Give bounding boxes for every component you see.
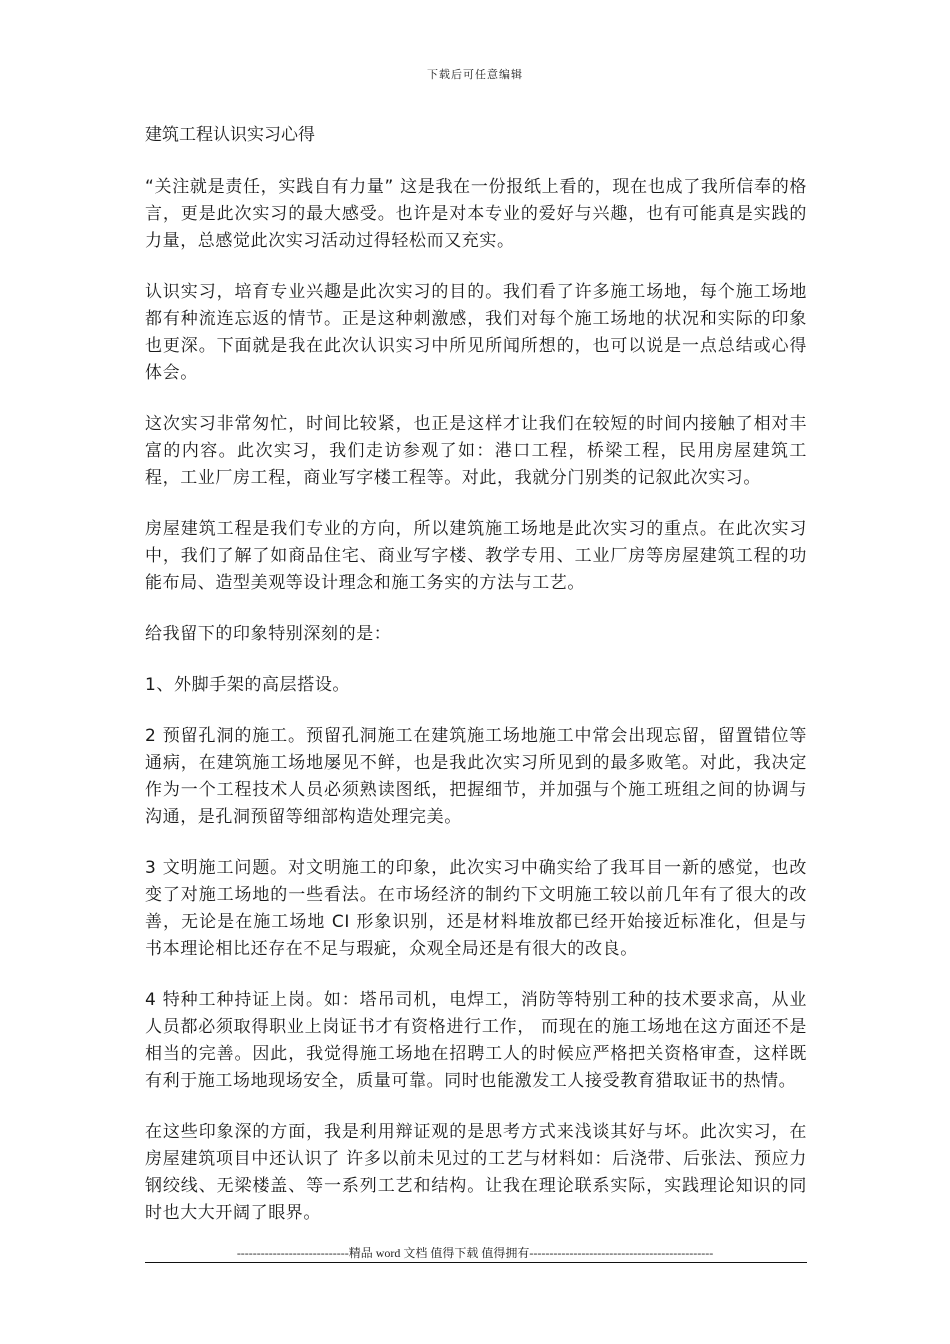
- paragraph-item-4: 4 特种工种持证上岗。如：塔吊司机，电焊工，消防等特别工种的技术要求高，从业人员都必须取得职业上岗证书才有资格进行工作， 而现在的施工场地在这方面还不是相当的完善。因此，我觉得施工场地在招聘工人的时候应严格把关资格审查，这样既有利于施工场地现场安全，质量可靠。同时也能激发工人接受教育猎取证书的热情。: [145, 990, 807, 1091]
- page-footer: ----------------------------精品 word 文档 值得下载 值得拥有----------------------------------------------: [236, 1246, 714, 1260]
- paragraph-itinerary: 这次实习非常匆忙，时间比较紧，也正是这样才让我们在较短的时间内接触了相对丰富的内容。此次实习，我们走访参观了如：港口工程，桥梁工程，民用房屋建筑工程，工业厂房工程，商业写字楼工程等。对此，我就分门别类的记叙此次实习。: [145, 414, 807, 488]
- paragraph-building-focus: 房屋建筑工程是我们专业的方向，所以建筑施工场地是此次实习的重点。在此次实习中，我们了解了如商品住宅、商业写字楼、教学专用、工业厂房等房屋建筑工程的功能布局、造型美观等设计理念和施工务实的方法与工艺。: [145, 519, 807, 593]
- paragraph-item-2: 2 预留孔洞的施工。预留孔洞施工在建筑施工场地施工中常会出现忘留，留置错位等通病，在建筑施工场地屡见不鲜，也是我此次实习所见到的最多败笔。对此，我决定作为一个工程技术人员必须熟读图纸，把握细节，并加强与个施工班组之间的协调与沟通，是孔洞预留等细部构造处理完美。: [145, 726, 807, 827]
- paragraph-conclusion: 在这些印象深的方面，我是利用辩证观的是思考方式来浅谈其好与坏。此次实习，在房屋建筑项目中还认识了 许多以前未见过的工艺与材料如：后浇带、后张法、预应力钢绞线、无梁楼盖、等一系列工艺和结构。让我在理论联系实际，实践理论知识的同时也大大开阔了眼界。: [145, 1122, 807, 1223]
- document-body: [145, 122, 807, 1251]
- page-header: 下载后可任意编辑: [427, 68, 523, 81]
- paragraph-item-3: 3 文明施工问题。对文明施工的印象，此次实习中确实给了我耳目一新的感觉，也改变了对施工场地的一些看法。在市场经济的制约下文明施工较以前几年有了很大的改善，无论是在施工场地 CI 形象识别，还是材料堆放都已经开始接近标准化，但是与书本理论相比还存在不足与瑕疵，众观全局还是有很大的改良。: [145, 858, 807, 959]
- paragraph-purpose: 认识实习，培育专业兴趣是此次实习的目的。我们看了许多施工场地，每个施工场地都有种流连忘返的情节。正是这种刺激感，我们对每个施工场地的状况和实际的印象也更深。下面就是我在此次认识实习中所见所闻所想的，也可以说是一点总结或心得体会。: [145, 282, 807, 383]
- paragraph-item-1: 1、外脚手架的高层搭设。: [145, 675, 351, 695]
- footer-divider: [145, 1262, 807, 1263]
- document-title: 建筑工程认识实习心得: [145, 125, 315, 145]
- paragraph-impressions-lead: 给我留下的印象特别深刻的是：: [145, 624, 392, 644]
- paragraph-intro-quote: “关注就是责任，实践自有力量” 这是我在一份报纸上看的，现在也成了我所信奉的格言，更是此次实习的最大感受。也许是对本专业的爱好与兴趣，也有可能真是实践的力量，总感觉此次实习活动过得轻松而又充实。: [145, 177, 807, 251]
